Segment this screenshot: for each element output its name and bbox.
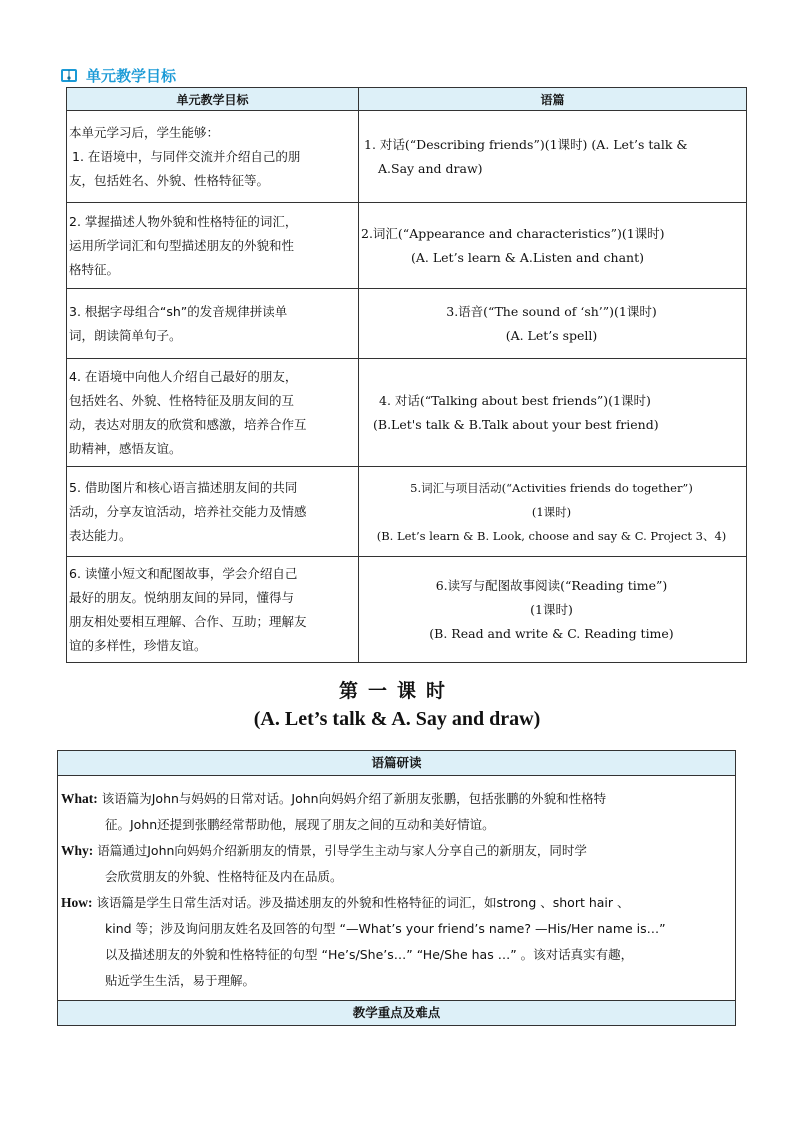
text-line: (1课时) bbox=[531, 504, 572, 519]
text-line: A.Say and draw) bbox=[378, 160, 483, 176]
goals-column-header: 单元教学目标 bbox=[67, 88, 359, 111]
text-line: (B. Read and write & C. Reading time) bbox=[429, 625, 674, 641]
why-line: 会欣赏朋友的外貌、性格特征及内在品质。 bbox=[105, 869, 343, 884]
goal-line: 动，表达对朋友的欣赏和感激，培养合作互 bbox=[69, 416, 307, 432]
analysis-body bbox=[58, 776, 735, 1000]
table-row bbox=[67, 203, 747, 289]
how-line: kind 等；涉及询问朋友姓名及回答的句型 “—What’s your friend’s name? —His/Her name is…” bbox=[105, 921, 666, 936]
table-row bbox=[67, 289, 747, 359]
goal-line: 6. 读懂小短文和配图故事，学会介绍自己 bbox=[69, 565, 298, 581]
goal-cell bbox=[67, 359, 359, 467]
what-paragraph bbox=[61, 786, 727, 838]
goal-line: 谊的多样性，珍惜友谊。 bbox=[69, 637, 207, 653]
goal-cell bbox=[67, 289, 359, 359]
text-line: 1. 对话(“Describing friends”)(1课时) (A. Let’s talk & bbox=[364, 136, 688, 152]
text-line: (1课时) bbox=[530, 601, 573, 617]
goal-line: 运用所学词汇和句型描述朋友的外貌和性 bbox=[69, 237, 295, 253]
text-analysis-table bbox=[57, 750, 736, 1026]
why-line: 语篇通过John向妈妈介绍新朋友的情景，引导学生主动与家人分享自己的新朋友，同时学 bbox=[97, 843, 587, 858]
analysis-header: 语篇研读 bbox=[58, 751, 735, 776]
text-line: (A. Let’s spell) bbox=[505, 327, 598, 343]
goal-cell bbox=[67, 203, 359, 289]
goal-line: 本单元学习后，学生能够： bbox=[69, 124, 220, 140]
how-line: 该语篇是学生日常生活对话。涉及描述朋友的外貌和性格特征的词汇，如strong 、short hair 、 bbox=[96, 895, 630, 910]
text-cell bbox=[359, 359, 747, 467]
goal-line: 4. 在语境中向他人介绍自己最好的朋友， bbox=[69, 368, 298, 384]
how-line: 贴近学生生活，易于理解。 bbox=[105, 973, 256, 988]
text-line: (B. Let’s learn & B. Look, choose and say & C. Project 3、4) bbox=[376, 528, 727, 543]
goal-line: 表达能力。 bbox=[69, 527, 132, 543]
table-header-row bbox=[67, 88, 747, 111]
lesson-title: 第一课时 bbox=[338, 680, 455, 702]
text-cell bbox=[359, 111, 747, 203]
text-line: 2.词汇(“Appearance and characteristics”)(1课时) bbox=[361, 225, 665, 241]
goal-line: 1. 在语境中，与同伴交流并介绍自己的朋 bbox=[72, 148, 301, 164]
text-cell bbox=[359, 203, 747, 289]
what-line: 征。John还提到张鹏经常帮助他，展现了朋友之间的互动和美好情谊。 bbox=[105, 817, 495, 832]
unit-goals-table bbox=[66, 87, 747, 663]
lesson-subtitle: (A. Let’s talk & A. Say and draw) bbox=[253, 708, 541, 730]
table-row bbox=[67, 557, 747, 663]
text-line: (A. Let’s learn & A.Listen and chant) bbox=[411, 249, 644, 265]
goal-line: 格特征。 bbox=[69, 261, 120, 277]
goal-cell bbox=[67, 557, 359, 663]
section-heading bbox=[60, 64, 176, 86]
goal-line: 词，朗读简单句子。 bbox=[69, 327, 182, 343]
table-row bbox=[67, 467, 747, 557]
table-row bbox=[67, 111, 747, 203]
table-row bbox=[67, 359, 747, 467]
text-line: 4. 对话(“Talking about best friends”)(1课时) bbox=[379, 392, 651, 408]
what-line: 该语篇为John与妈妈的日常对话。John向妈妈介绍了新朋友张鹏，包括张鹏的外貌和性格特 bbox=[101, 791, 607, 806]
goal-cell bbox=[67, 111, 359, 203]
text-line: 5.词汇与项目活动(“Activities friends do together”) bbox=[410, 480, 693, 495]
section-title: 单元教学目标 bbox=[86, 66, 177, 85]
how-line: 以及描述朋友的外貌和性格特征的句型 “He’s/She’s…” “He/She has …” 。该对话真实有趣， bbox=[105, 947, 634, 962]
text-cell bbox=[359, 557, 747, 663]
texts-column-header: 语篇 bbox=[359, 88, 747, 111]
text-cell bbox=[359, 467, 747, 557]
how-paragraph bbox=[61, 890, 727, 994]
goal-line: 活动，分享友谊活动，培养社交能力及情感 bbox=[69, 503, 307, 519]
goal-line: 助精神，感悟友谊。 bbox=[69, 440, 182, 456]
goal-line: 友，包括姓名、外貌、性格特征等。 bbox=[69, 172, 270, 188]
goal-line: 5. 借助图片和核心语言描述朋友间的共同 bbox=[69, 479, 298, 495]
text-line: 3.语音(“The sound of ‘sh’”)(1课时) bbox=[446, 303, 657, 319]
goal-cell bbox=[67, 467, 359, 557]
how-label: How: bbox=[61, 895, 93, 910]
goal-line: 朋友相处要相互理解、合作、互助；理解友 bbox=[69, 613, 307, 629]
book-icon bbox=[60, 66, 78, 84]
text-cell bbox=[359, 289, 747, 359]
goal-line: 3. 根据字母组合“sh”的发音规律拼读单 bbox=[69, 303, 288, 319]
goal-line: 最好的朋友。悦纳朋友间的异同，懂得与 bbox=[69, 589, 295, 605]
goal-line: 包括姓名、外貌、性格特征及朋友间的互 bbox=[69, 392, 295, 408]
why-label: Why: bbox=[61, 843, 94, 858]
text-line: (B.Let's talk & B.Talk about your best friend) bbox=[373, 416, 659, 432]
goal-line: 2. 掌握描述人物外貌和性格特征的词汇， bbox=[69, 213, 298, 229]
text-line: 6.读写与配图故事阅读(“Reading time”) bbox=[435, 577, 668, 593]
why-paragraph bbox=[61, 838, 727, 890]
key-points-header: 教学重点及难点 bbox=[58, 1000, 735, 1025]
what-label: What: bbox=[61, 791, 98, 806]
